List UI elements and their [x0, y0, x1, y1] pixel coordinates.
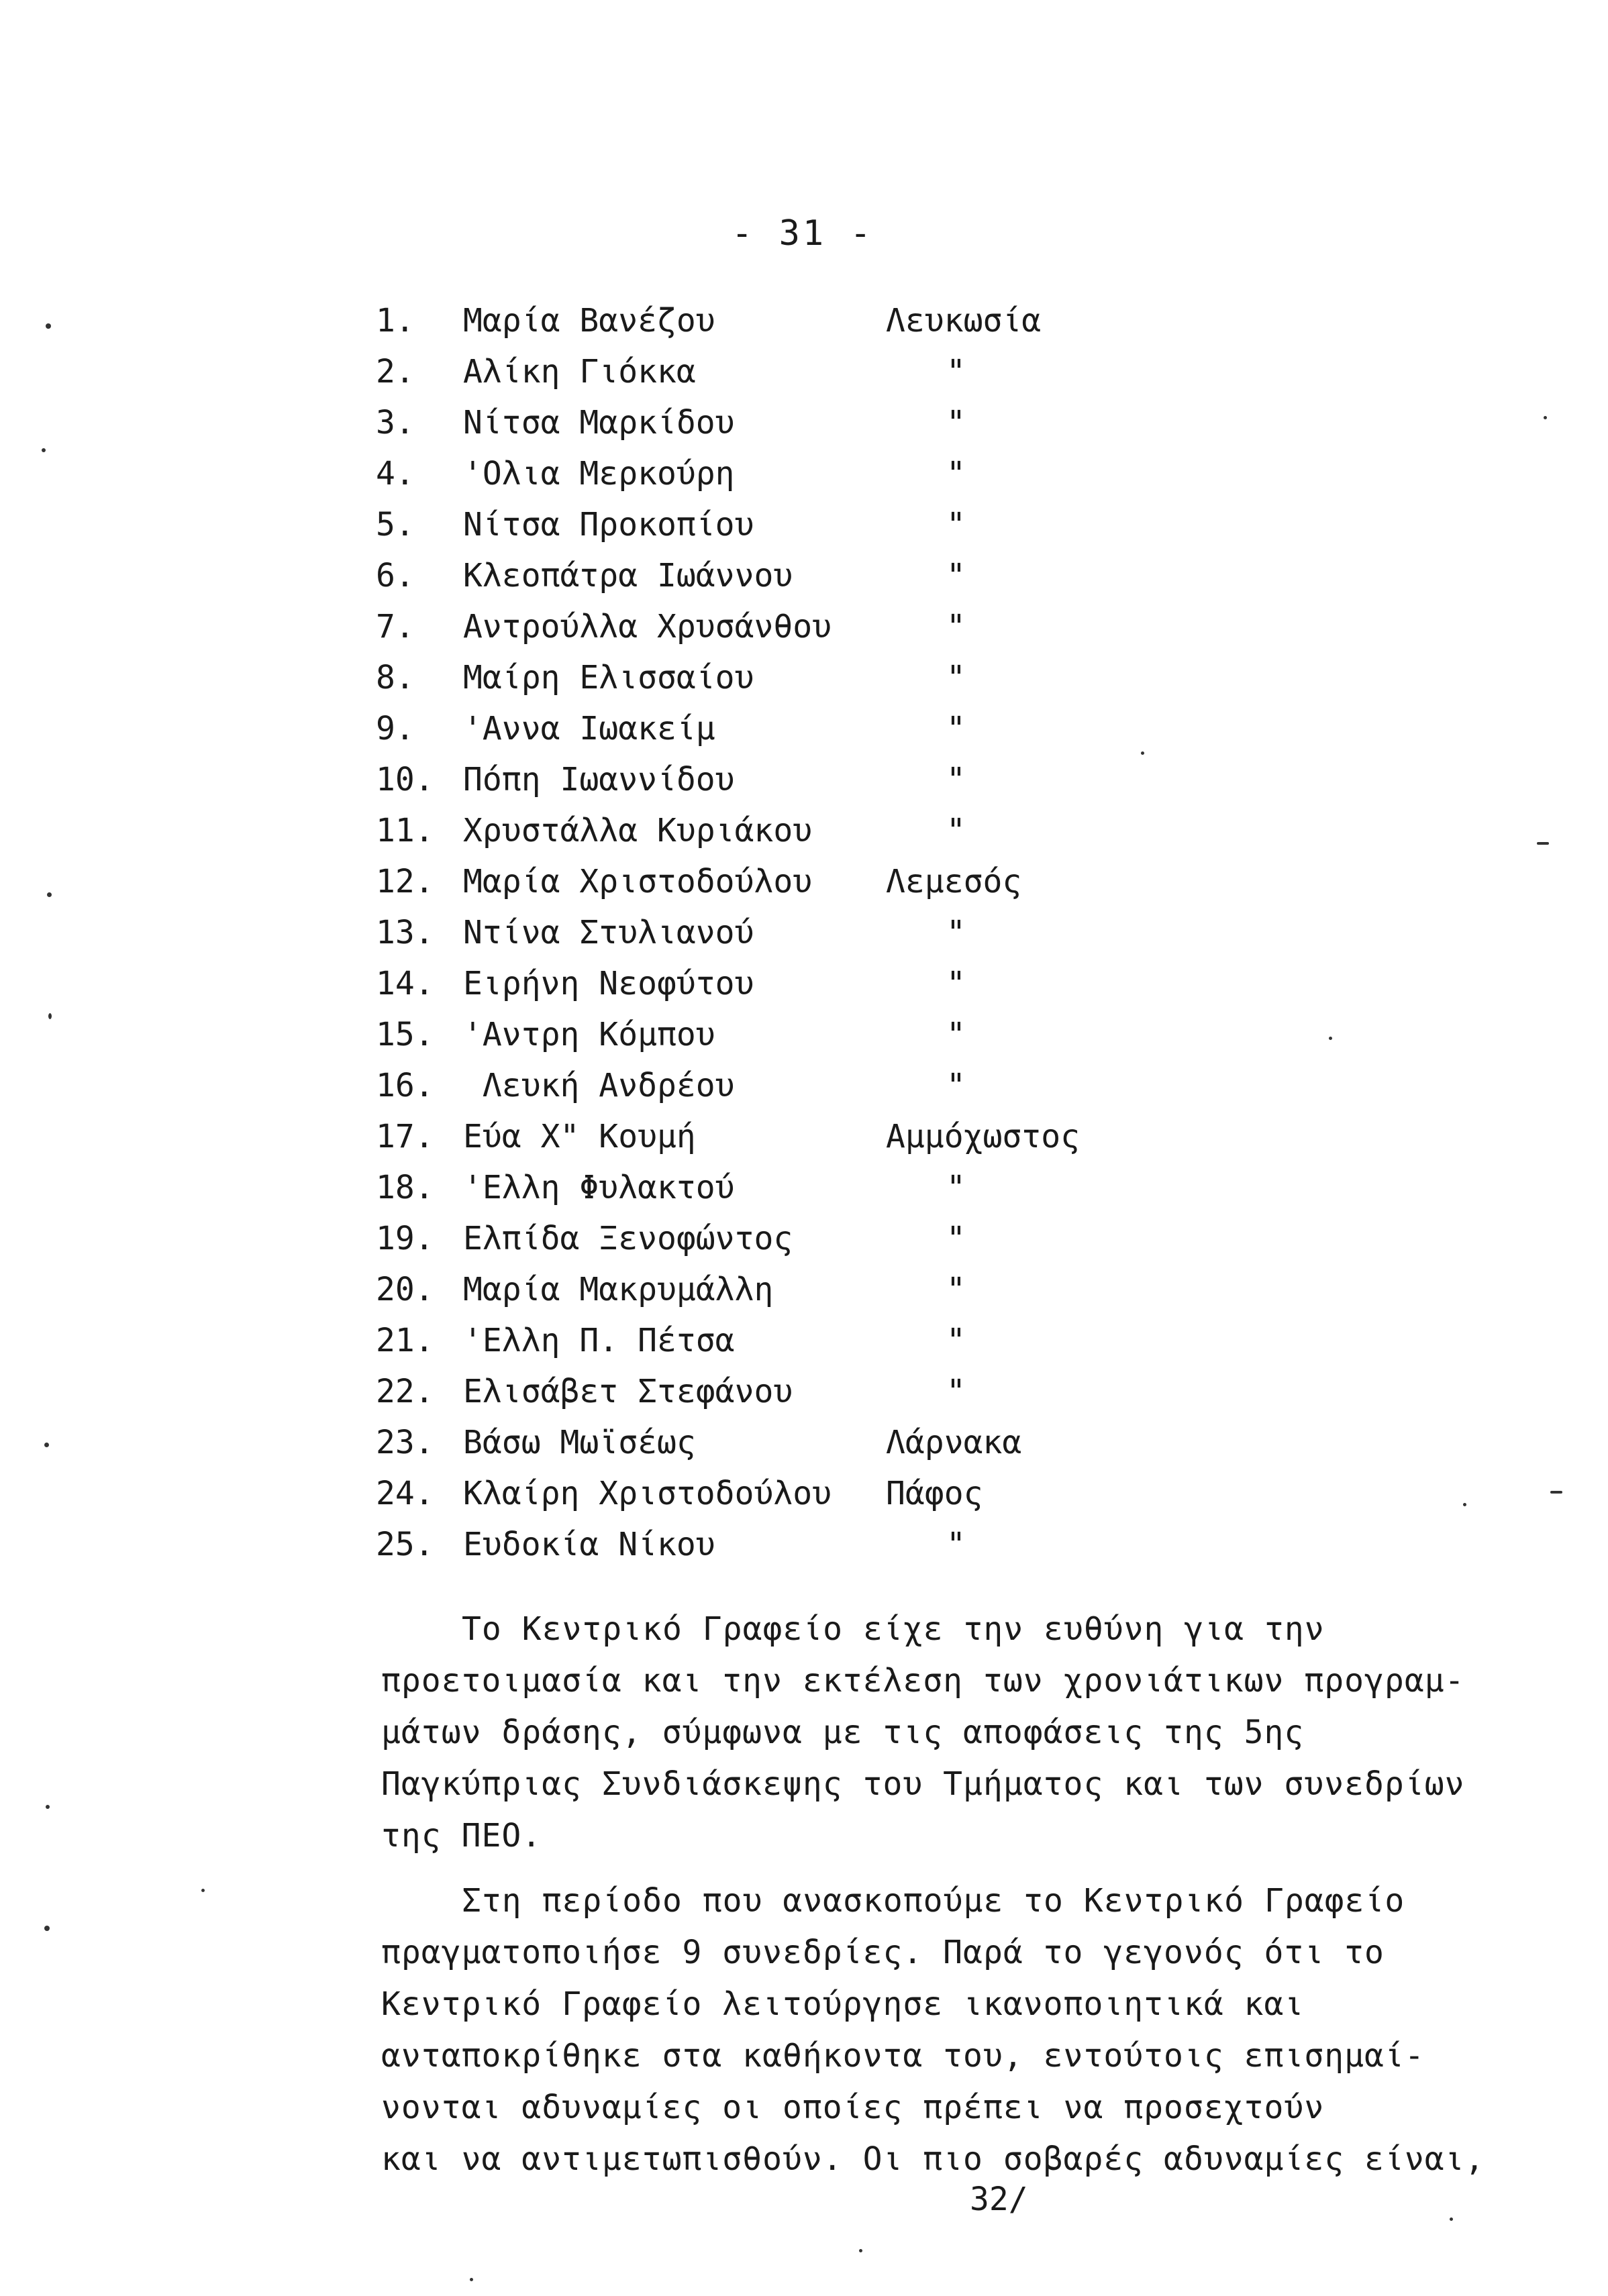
member-city: Αμμόχωστος [886, 1118, 1080, 1155]
member-city: Πάφος [886, 1475, 983, 1512]
member-number: 21. [376, 1322, 434, 1359]
member-number: 6. [376, 557, 415, 594]
member-city: " [946, 1220, 966, 1257]
scan-speck [470, 2278, 473, 2281]
member-row [376, 1060, 1181, 1111]
scan-speck [46, 323, 51, 329]
member-number: 3. [376, 404, 415, 441]
member-row [376, 652, 1181, 703]
member-number: 25. [376, 1526, 434, 1563]
member-number: 20. [376, 1271, 434, 1308]
member-city: " [946, 812, 966, 849]
member-city: " [946, 1169, 966, 1206]
paragraph-line: προετοιμασία και την εκτέλεση των χρονιάτικων προγραμ- [381, 1662, 1465, 1700]
paragraph-central-office-duties [381, 1604, 1482, 1862]
member-number: 7. [376, 608, 415, 645]
member-number: 18. [376, 1169, 434, 1206]
scan-speck [1329, 1037, 1332, 1040]
member-name: Ελπίδα Ξενοφώντος [463, 1220, 793, 1257]
member-row [376, 1213, 1181, 1264]
member-name: 'Ελλη Π. Πέτσα [463, 1322, 735, 1359]
member-number: 2. [376, 353, 415, 390]
scan-speck [42, 448, 46, 452]
member-city: " [946, 914, 966, 951]
member-number: 4. [376, 455, 415, 492]
paragraph-line: Παγκύπριας Συνδιάσκεψης του Τμήματος και των συνεδρίων [381, 1765, 1465, 1803]
member-row [376, 1366, 1181, 1417]
member-city: " [946, 404, 966, 441]
member-row [376, 907, 1181, 958]
member-number: 17. [376, 1118, 434, 1155]
member-city: " [946, 659, 966, 696]
member-number: 9. [376, 710, 415, 747]
member-name: Κλεοπάτρα Ιωάννου [463, 557, 793, 594]
member-number: 10. [376, 761, 434, 798]
member-row [376, 1315, 1181, 1366]
member-row [376, 754, 1181, 805]
scan-speck [44, 1926, 50, 1931]
member-name: 'Ολια Μερκούρη [463, 455, 735, 492]
paragraph-line: της ΠΕΟ. [381, 1817, 542, 1855]
member-city: " [946, 506, 966, 543]
member-city: " [946, 557, 966, 594]
member-city: " [946, 455, 966, 492]
member-name: Ειρήνη Νεοφύτου [463, 965, 754, 1002]
paragraph-line: Κεντρικό Γραφείο λειτούργησε ικανοποιητικά και [381, 1985, 1305, 2023]
member-name: Μαίρη Ελισσαίου [463, 659, 754, 696]
member-number: 22. [376, 1373, 434, 1410]
member-row [376, 397, 1181, 448]
member-city: " [946, 608, 966, 645]
member-name: Ευδοκία Νίκου [463, 1526, 715, 1563]
member-number: 14. [376, 965, 434, 1002]
scan-speck [201, 1889, 205, 1892]
member-row [376, 499, 1181, 550]
member-number: 15. [376, 1016, 434, 1053]
member-city: " [946, 1322, 966, 1359]
member-name: Νίτσα Προκοπίου [463, 506, 754, 543]
member-city: " [946, 965, 966, 1002]
member-name: Βάσω Μωϊσέως [463, 1424, 696, 1461]
paragraph-line: και να αντιμετωπισθούν. Οι πιο σοβαρές αδυναμίες είναι, [381, 2140, 1485, 2178]
member-number: 24. [376, 1475, 434, 1512]
member-name: Πόπη Ιωαννίδου [463, 761, 735, 798]
scan-speck [47, 892, 52, 897]
member-city: Λάρνακα [886, 1424, 1022, 1461]
member-city: " [946, 353, 966, 390]
member-row [376, 805, 1181, 856]
member-name: Νίτσα Μαρκίδου [463, 404, 735, 441]
member-number: 5. [376, 506, 415, 543]
member-city: " [946, 710, 966, 747]
member-city: " [946, 1067, 966, 1104]
scan-speck [48, 1013, 52, 1019]
member-name: Μαρία Χριστοδούλου [463, 863, 813, 900]
member-city: Λευκωσία [886, 302, 1042, 340]
member-number: 23. [376, 1424, 434, 1461]
member-name: Λευκή Ανδρέου [463, 1067, 735, 1104]
member-row [376, 1111, 1181, 1162]
member-name: Ντίνα Στυλιανού [463, 914, 754, 951]
member-name: Αλίκη Γιόκκα [463, 353, 696, 390]
scan-speck [1550, 1491, 1562, 1494]
member-name: 'Αντρη Κόμπου [463, 1016, 715, 1053]
member-city: " [946, 761, 966, 798]
member-row [376, 1264, 1181, 1315]
member-row [376, 1009, 1181, 1060]
paragraph-line: νονται αδυναμίες οι οποίες πρέπει να προσεχτούν [381, 2089, 1325, 2126]
member-row [376, 295, 1181, 346]
scan-speck [1141, 751, 1144, 755]
member-number: 8. [376, 659, 415, 696]
member-name: Κλαίρη Χριστοδούλου [463, 1475, 832, 1512]
scan-speck [1537, 842, 1549, 845]
paragraph-line: πραγματοποιήσε 9 συνεδρίες. Παρά το γεγονός ότι το [381, 1934, 1385, 1971]
member-number: 1. [376, 302, 415, 340]
scan-speck [46, 1805, 50, 1809]
member-name: Χρυστάλλα Κυριάκου [463, 812, 813, 849]
member-city: " [946, 1271, 966, 1308]
member-number: 16. [376, 1067, 434, 1104]
scan-speck [44, 1443, 49, 1447]
member-name: 'Ελλη Φυλακτού [463, 1169, 735, 1206]
member-city: Λεμεσός [886, 863, 1022, 900]
member-row [376, 346, 1181, 397]
paragraph-line: Το Κεντρικό Γραφείο είχε την ευθύνη για την [462, 1610, 1325, 1648]
member-number: 12. [376, 863, 434, 900]
member-row [376, 448, 1181, 499]
scan-speck [859, 2249, 862, 2252]
scan-speck [1450, 2217, 1453, 2221]
paragraph-central-office-review [381, 1875, 1485, 2185]
member-row [376, 550, 1181, 601]
member-name: Αντρούλλα Χρυσάνθου [463, 608, 832, 645]
member-name: Μαρία Μακρυμάλλη [463, 1271, 774, 1308]
scan-speck [1544, 416, 1547, 419]
member-row [376, 601, 1181, 652]
member-row [376, 856, 1181, 907]
member-number: 13. [376, 914, 434, 951]
member-city: " [946, 1373, 966, 1410]
member-name: 'Αννα Ιωακείμ [463, 710, 715, 747]
paragraph-line: ανταποκρίθηκε στα καθήκοντα του, εντούτοις επισημαί- [381, 2037, 1425, 2075]
page-number: - 31 - [732, 213, 874, 254]
member-number: 19. [376, 1220, 434, 1257]
member-name: Ελισάβετ Στεφάνου [463, 1373, 793, 1410]
member-row [376, 1519, 1181, 1570]
scan-speck [1463, 1503, 1466, 1506]
member-row [376, 1162, 1181, 1213]
member-name: Μαρία Βανέζου [463, 302, 715, 340]
member-row [376, 958, 1181, 1009]
member-row [376, 1417, 1181, 1468]
member-number: 11. [376, 812, 434, 849]
member-row [376, 703, 1181, 754]
member-list [376, 295, 1181, 1570]
member-row [376, 1468, 1181, 1519]
paragraph-line: μάτων δράσης, σύμφωνα με τις αποφάσεις της 5ης [381, 1714, 1305, 1751]
member-city: " [946, 1526, 966, 1563]
member-name: Εύα Χ" Κουμή [463, 1118, 696, 1155]
continuation-page-ref: 32/ [970, 2181, 1028, 2218]
member-city: " [946, 1016, 966, 1053]
paragraph-line: Στη περίοδο που ανασκοπούμε το Κεντρικό Γραφείο [462, 1882, 1405, 1920]
